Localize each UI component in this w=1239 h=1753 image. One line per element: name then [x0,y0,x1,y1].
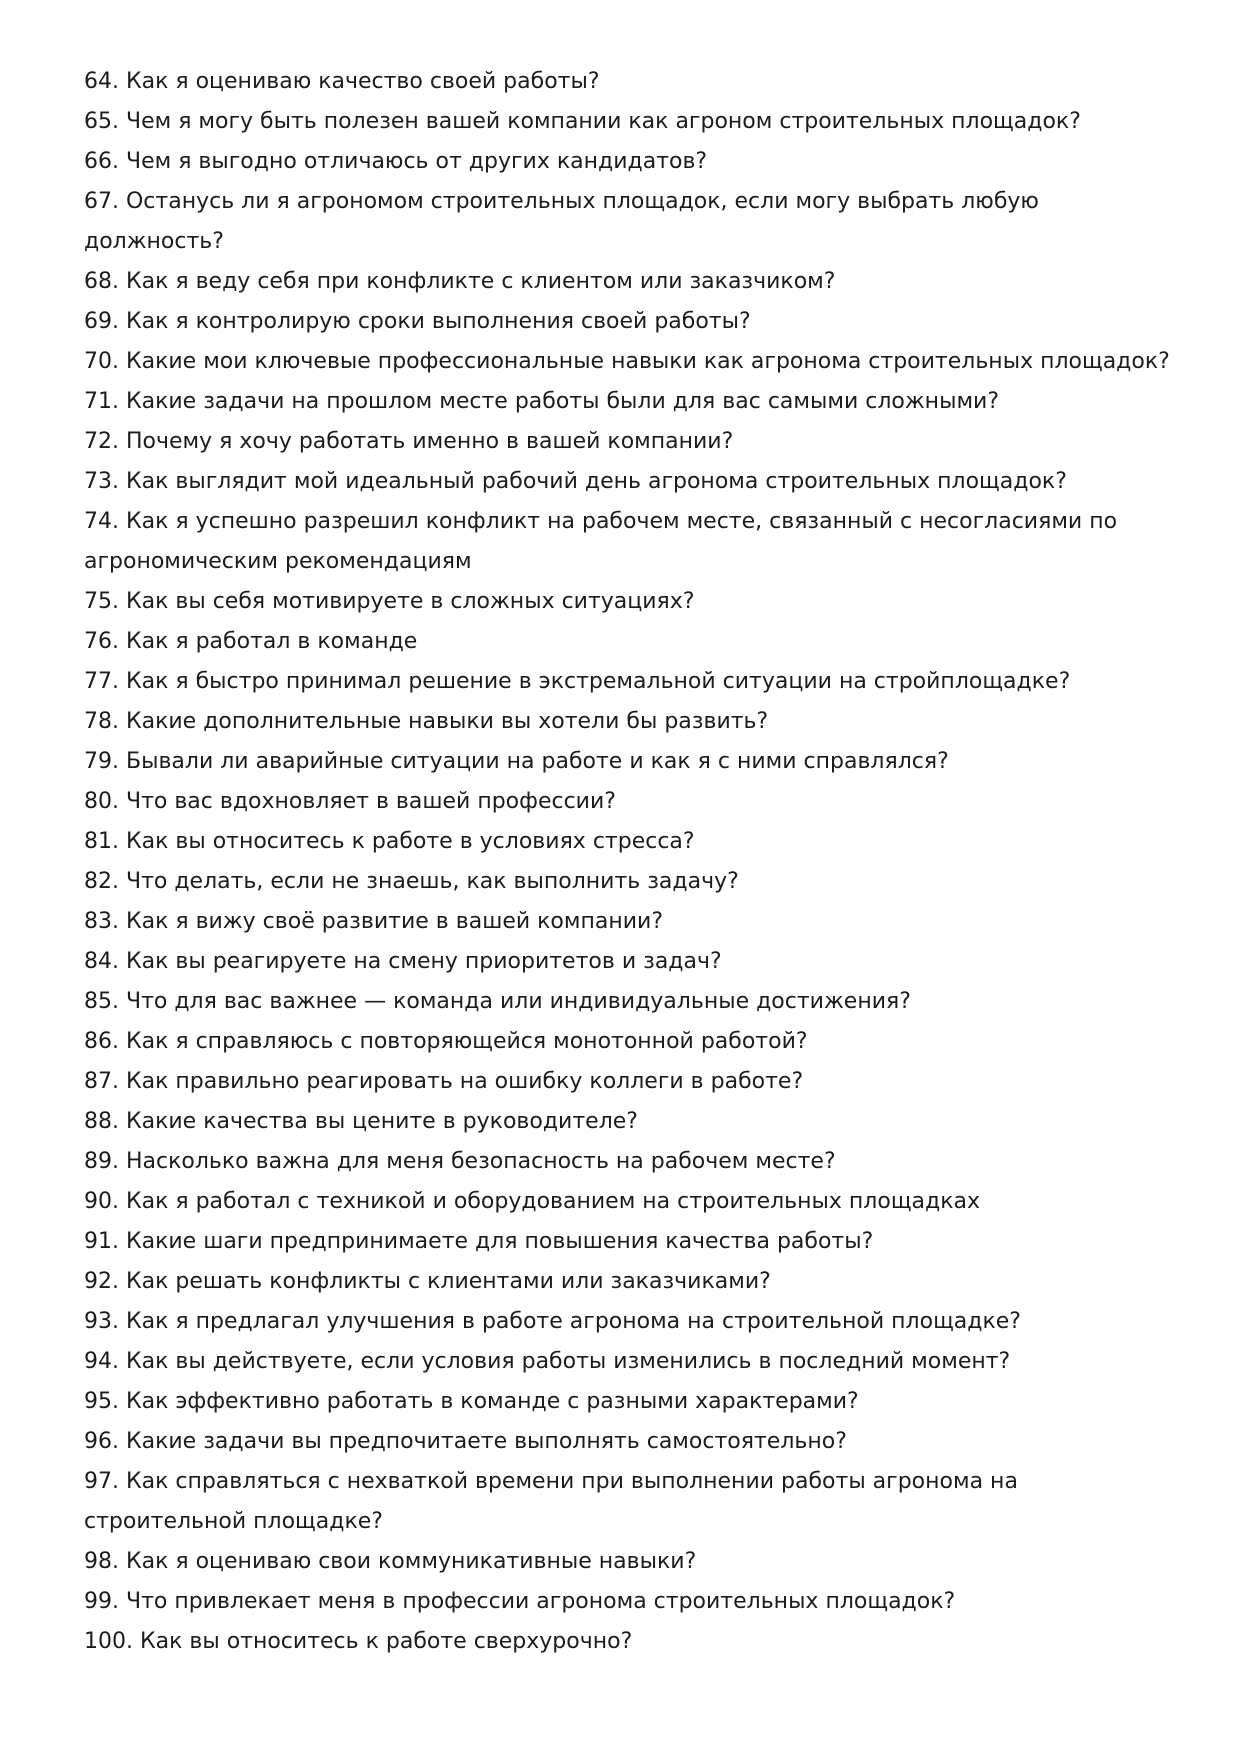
question-item: 100. Как вы относитесь к работе сверхурочно? [84,1629,633,1654]
question-item: 83. Как я вижу своё развитие в вашей компании? [84,909,664,934]
question-item: 95. Как эффективно работать в команде с разными характерами? [84,1389,859,1414]
question-item: 69. Как я контролирую сроки выполнения своей работы? [84,309,751,334]
question-item: 66. Чем я выгодно отличаюсь от других кандидатов? [84,149,708,174]
question-item: 64. Как я оцениваю качество своей работы? [84,69,600,94]
question-list [84,62,1174,1662]
question-item: 76. Как я работал в команде [84,629,418,654]
question-item: 81. Как вы относитесь к работе в условиях стресса? [84,829,695,854]
question-item: 90. Как я работал с техникой и оборудованием на строительных площадках [84,1189,981,1214]
question-item: 71. Какие задачи на прошлом месте работы были для вас самыми сложными? [84,389,1000,414]
question-item: 84. Как вы реагируете на смену приоритетов и задач? [84,949,722,974]
question-item: 73. Как выглядит мой идеальный рабочий день агронома строительных площадок? [84,469,1067,494]
question-item: 82. Что делать, если не знаешь, как выполнить задачу? [84,869,739,894]
question-item: 85. Что для вас важнее — команда или индивидуальные достижения? [84,989,911,1014]
question-item: 79. Бывали ли аварийные ситуации на работе и как я с ними справлялся? [84,749,949,774]
question-item: 75. Как вы себя мотивируете в сложных ситуациях? [84,589,695,614]
question-item: 97. Как справляться с нехваткой времени при выполнении работы агронома на строительной площадке? [84,1469,1018,1534]
question-item: 93. Как я предлагал улучшения в работе агронома на строительной площадке? [84,1309,1021,1334]
question-item: 92. Как решать конфликты с клиентами или заказчиками? [84,1269,771,1294]
question-item: 77. Как я быстро принимал решение в экстремальной ситуации на стройплощадке? [84,669,1071,694]
question-item: 88. Какие качества вы цените в руководителе? [84,1109,638,1134]
question-item: 94. Как вы действуете, если условия работы изменились в последний момент? [84,1349,1011,1374]
question-item: 68. Как я веду себя при конфликте с клиентом или заказчиком? [84,269,836,294]
question-item: 74. Как я успешно разрешил конфликт на рабочем месте, связанный с несогласиями по агрономическим рекомендациям [84,509,1118,574]
question-item: 78. Какие дополнительные навыки вы хотели бы развить? [84,709,769,734]
question-item: 96. Какие задачи вы предпочитаете выполнять самостоятельно? [84,1429,847,1454]
question-item: 67. Останусь ли я агрономом строительных площадок, если могу выбрать любую должность? [84,189,1039,254]
question-item: 65. Чем я могу быть полезен вашей компании как агроном строительных площадок? [84,109,1081,134]
question-item: 99. Что привлекает меня в профессии агронома строительных площадок? [84,1589,956,1614]
question-item: 87. Как правильно реагировать на ошибку коллеги в работе? [84,1069,804,1094]
question-item: 91. Какие шаги предпринимаете для повышения качества работы? [84,1229,874,1254]
question-item: 98. Как я оцениваю свои коммуникативные навыки? [84,1549,697,1574]
question-item: 72. Почему я хочу работать именно в вашей компании? [84,429,734,454]
question-item: 86. Как я справляюсь с повторяющейся монотонной работой? [84,1029,808,1054]
question-item: 70. Какие мои ключевые профессиональные навыки как агронома строительных площадок? [84,349,1170,374]
question-item: 89. Насколько важна для меня безопасность на рабочем месте? [84,1149,836,1174]
question-item: 80. Что вас вдохновляет в вашей профессии? [84,789,616,814]
